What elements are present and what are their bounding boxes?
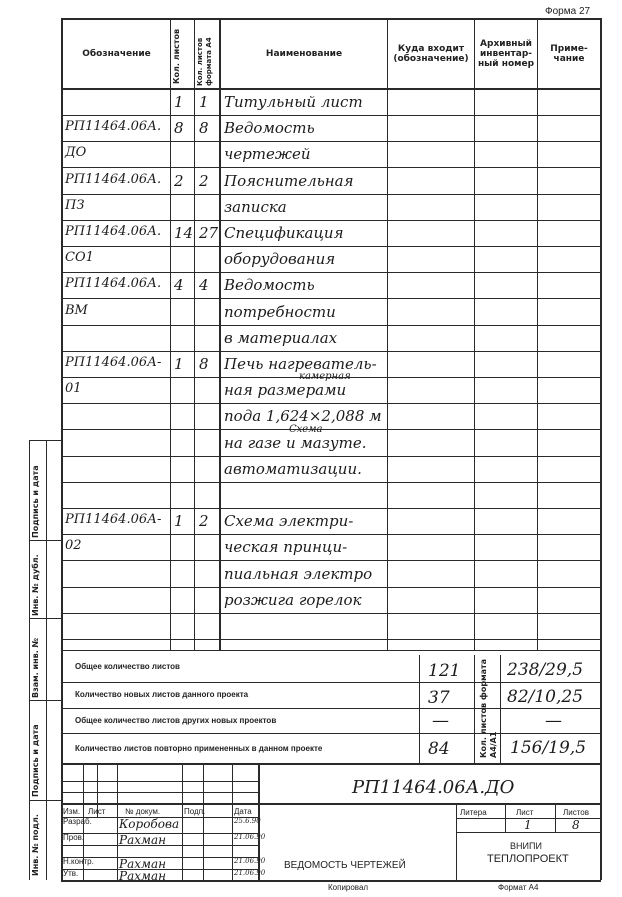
sheet-value: 1 — [524, 818, 532, 832]
signature-date: 25.6.90 — [234, 817, 261, 825]
header-designation: Обозначение — [82, 49, 151, 59]
header-name: Наименование — [265, 49, 343, 59]
signature-date: 21.06.90 — [234, 869, 266, 877]
name-cell: Спецификация — [224, 224, 344, 242]
stamp-div-1 — [29, 540, 61, 541]
designation-cell: СО1 — [65, 250, 94, 265]
sheets-label: Листов — [563, 808, 589, 817]
totals-col-2 — [474, 655, 475, 763]
signature-name: Рахман — [119, 857, 167, 871]
a4-count-cell: 8 — [199, 119, 209, 137]
signature-name: Рахман — [119, 869, 167, 883]
designation-cell: ДО — [65, 145, 87, 160]
a4-count-cell: 4 — [199, 276, 209, 294]
row-line — [61, 429, 601, 430]
a4-reused-value: 156/19,5 — [510, 738, 587, 758]
signature-date: 21.06.90 — [234, 857, 266, 865]
insertion-text: камерная — [299, 371, 351, 382]
table-row — [61, 326, 601, 352]
name-cell: Ведомость — [224, 276, 315, 294]
sheet-count-cell: 1 — [174, 355, 184, 373]
form-label: Форма 27 — [545, 6, 591, 17]
sheet-label: Лист — [516, 808, 534, 817]
table-row — [61, 195, 601, 221]
a4-count-cell: 8 — [199, 355, 209, 373]
sheet-count-cell: 1 — [174, 512, 184, 530]
reused-label: Количество листов повторно примененных в данном проекте — [75, 744, 323, 753]
name-cell: Ведомость — [224, 119, 315, 137]
tb-right-col-3 — [555, 805, 556, 832]
table-row — [61, 509, 601, 535]
title-top — [61, 803, 601, 805]
signature-role: Н.контр. — [63, 857, 94, 866]
table-row — [61, 221, 601, 247]
table-row — [61, 457, 601, 483]
stamp-div-2 — [29, 618, 61, 619]
row-line — [61, 167, 601, 168]
totals-top — [61, 650, 601, 651]
litera-label: Литера — [460, 808, 487, 817]
row-line — [61, 639, 601, 640]
a4-label: Кол. листов формата А4/А1 — [479, 658, 498, 758]
tb-line-0 — [61, 781, 259, 782]
stamp-sign-date-bottom: Подпись и дата — [31, 724, 40, 797]
name-cell: записка — [224, 198, 287, 216]
totals-line-1 — [61, 682, 601, 683]
name-cell: Схема электри- — [224, 512, 354, 530]
signature-name: Коробова — [119, 817, 180, 831]
org-line-1: ВНИПИ — [510, 841, 542, 851]
tb-right-line-2 — [456, 832, 601, 833]
a4-total-value: 238/29,5 — [507, 660, 584, 680]
total-sheets-label: Общее количество листов — [75, 662, 180, 671]
name-cell: пода 1,624×2,088 м — [224, 407, 382, 425]
other-new-value: — — [432, 711, 449, 731]
sheet-count-cell: 4 — [174, 276, 184, 294]
totals-line-3 — [61, 733, 601, 734]
col-sign: Подп. — [184, 807, 206, 816]
table-row — [61, 483, 601, 509]
col-izm: Изм. — [63, 807, 81, 816]
tb-line-0b — [61, 792, 259, 793]
table-row — [61, 562, 601, 588]
totals-col-3 — [500, 655, 501, 763]
stamp-strip-left — [29, 440, 30, 880]
new-sheets-value: 37 — [428, 688, 450, 708]
a4-count-cell: 1 — [199, 93, 209, 111]
header-archive-number: Архивный инвентар- ный номер — [477, 39, 535, 69]
name-cell: в материалах — [224, 329, 338, 347]
a4-count-cell: 2 — [199, 512, 209, 530]
totals-line-2 — [61, 708, 601, 709]
new-sheets-label: Количество новых листов данного проекта — [75, 690, 249, 699]
name-cell: потребности — [224, 303, 336, 321]
name-cell: ная размерами — [224, 381, 347, 399]
col-list: Лист — [88, 807, 106, 816]
sheet-count-cell: 14 — [174, 224, 194, 242]
signature-role: Пров. — [63, 833, 85, 842]
reused-value: 84 — [428, 739, 450, 759]
stamp-div-4 — [29, 800, 61, 801]
stamp-sign-date-top: Подпись и дата — [31, 465, 40, 538]
a4-count-cell: 2 — [199, 172, 209, 190]
header-a4-count: Кол. листов формата А4 — [196, 37, 213, 86]
header-note: Приме- чание — [550, 44, 588, 64]
table-row — [61, 614, 601, 640]
table-row — [61, 273, 601, 299]
table-row — [61, 116, 601, 142]
stamp-strip-mid — [46, 440, 47, 880]
header-included-in: Куда входит (обозначение) — [393, 44, 469, 64]
designation-cell: РП11464.06А. — [65, 276, 162, 291]
sheets-value: 8 — [572, 818, 580, 832]
table-row — [61, 247, 601, 273]
a4-other-value: — — [545, 711, 562, 731]
name-cell: розжига горелок — [224, 591, 362, 609]
designation-cell: 01 — [65, 381, 82, 396]
table-row — [61, 169, 601, 195]
tb-col-5 — [232, 765, 233, 882]
col-doc-no: № докум. — [125, 807, 161, 816]
name-cell: пиальная электро — [224, 565, 373, 583]
stamp-inv-dup: Инв. № дубл. — [31, 554, 40, 616]
document-code: РП11464.06А.ДО — [352, 777, 515, 798]
tb-right-col-2 — [505, 805, 506, 832]
total-sheets-value: 121 — [428, 661, 461, 681]
table-row — [61, 404, 601, 430]
tb-col-3 — [182, 765, 183, 882]
row-line — [61, 560, 601, 561]
tb-col-2 — [117, 765, 118, 882]
table-row — [61, 424, 601, 457]
designation-cell: РП11464.06А. — [65, 172, 162, 187]
org-line-2: ТЕПЛОПРОЕКТ — [487, 853, 569, 865]
other-new-label: Общее количество листов других новых проектов — [75, 716, 277, 725]
name-cell: на газе и мазуте. — [224, 434, 367, 452]
table-row — [61, 535, 601, 561]
stamp-inv-orig: Инв. № подл. — [31, 814, 40, 876]
signature-date: 21.06.90 — [234, 833, 266, 841]
row-line — [61, 298, 601, 299]
a4-new-value: 82/10,25 — [507, 687, 584, 707]
stamp-top — [29, 440, 61, 441]
name-cell: Пояснительная — [224, 172, 354, 190]
designation-cell: ПЗ — [65, 198, 85, 213]
designation-cell: 02 — [65, 538, 82, 553]
designation-cell: РП11464.06А- — [65, 512, 162, 527]
tb-col-4 — [203, 765, 204, 882]
col-date: Дата — [234, 807, 252, 816]
document-title: ВЕДОМОСТЬ ЧЕРТЕЖЕЙ — [284, 860, 406, 871]
name-cell: Титульный лист — [224, 93, 363, 111]
stamp-inv-replace: Взам. инв. № — [31, 637, 40, 698]
sheet-count-cell: 1 — [174, 93, 184, 111]
table-row — [61, 588, 601, 614]
table-row — [61, 142, 601, 168]
designation-cell: ВМ — [65, 303, 88, 318]
header-sheet-count: Кол. листов — [172, 28, 181, 84]
footer-format: Формат А4 — [498, 883, 539, 892]
sheet-count-cell: 2 — [174, 172, 184, 190]
signature-name: Рахман — [119, 833, 167, 847]
table-row — [61, 300, 601, 326]
table-row — [61, 90, 601, 116]
signature-role: Утв. — [63, 869, 79, 878]
name-cell: автоматизации. — [224, 460, 362, 478]
name-cell: ческая принци- — [224, 538, 348, 556]
totals-bottom — [61, 763, 601, 765]
signature-role: Разраб. — [63, 817, 92, 826]
insertion-text: Схема — [289, 424, 323, 435]
designation-cell: РП11464.06А. — [65, 119, 162, 134]
tb-right-col — [456, 805, 457, 882]
a4-count-cell: 27 — [199, 224, 219, 242]
totals-col-1 — [419, 655, 420, 763]
designation-cell: РП11464.06А- — [65, 355, 162, 370]
name-cell: оборудования — [224, 250, 336, 268]
stamp-div-3 — [29, 700, 61, 701]
table-row — [61, 371, 601, 404]
name-cell: Печь нагреватель- — [224, 355, 377, 373]
name-cell: чертежей — [224, 145, 311, 163]
footer-copied: Копировал — [328, 883, 369, 892]
sheet-count-cell: 8 — [174, 119, 184, 137]
designation-cell: РП11464.06А. — [65, 224, 162, 239]
